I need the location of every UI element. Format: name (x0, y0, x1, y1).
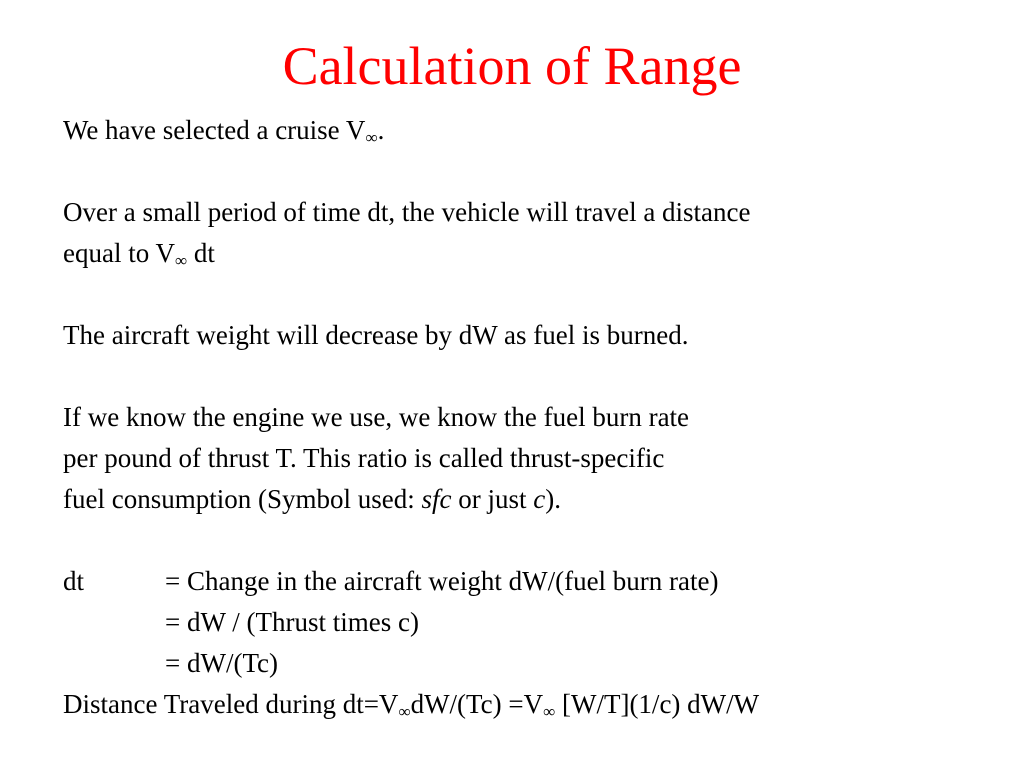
subscript-infinity: ∞ (543, 702, 556, 721)
equation-rhs: = dW / (Thrust times c) (165, 607, 419, 637)
paragraph-sfc-line-3 (63, 479, 1003, 520)
subscript-infinity: ∞ (365, 128, 378, 147)
equation-row-2 (63, 602, 1003, 643)
italic-sfc: sfc (421, 484, 452, 514)
text-run: equal to V (63, 238, 175, 268)
equation-distance (63, 684, 1003, 725)
text-run: . (377, 115, 385, 145)
spacer (63, 520, 1003, 561)
text-run: dt (187, 238, 215, 268)
equation-rhs: = Change in the aircraft weight dW/(fuel burn rate) (165, 566, 719, 596)
equation-rhs: = dW/(Tc) (165, 648, 279, 678)
text-run: dW/(Tc) =V (410, 689, 544, 719)
equation-row-3 (63, 643, 1003, 684)
equation-row-1 (63, 561, 1003, 602)
text-run: fuel consumption (Symbol used: (63, 484, 422, 514)
paragraph-weight-decrease: The aircraft weight will decrease by dW as fuel is burned. (63, 320, 689, 350)
paragraph-cruise-velocity (63, 110, 1003, 151)
spacer (63, 151, 1003, 192)
paragraph-distance-line-2 (63, 233, 1003, 274)
slide-body (63, 110, 1003, 725)
equation-lhs: dt (63, 566, 85, 596)
text-run: [W/T](1/c) dW/W (555, 689, 760, 719)
text-run: or just (451, 484, 534, 514)
text-run: ). (545, 484, 561, 514)
text-run: We have selected a cruise V (63, 115, 366, 145)
paragraph-distance-line-1: Over a small period of time dt, the vehicle will travel a distance (63, 197, 751, 227)
text-run: Distance Traveled during dt=V (63, 689, 399, 719)
spacer (63, 274, 1003, 315)
paragraph-sfc-line-2: per pound of thrust T. This ratio is called thrust-specific (63, 443, 665, 473)
italic-c: c (533, 484, 546, 514)
subscript-infinity: ∞ (174, 251, 188, 270)
slide-title: Calculation of Range (282, 36, 742, 96)
subscript-infinity: ∞ (398, 702, 411, 721)
paragraph-sfc-line-1: If we know the engine we use, we know the fuel burn rate (63, 402, 690, 432)
spacer (63, 356, 1003, 397)
